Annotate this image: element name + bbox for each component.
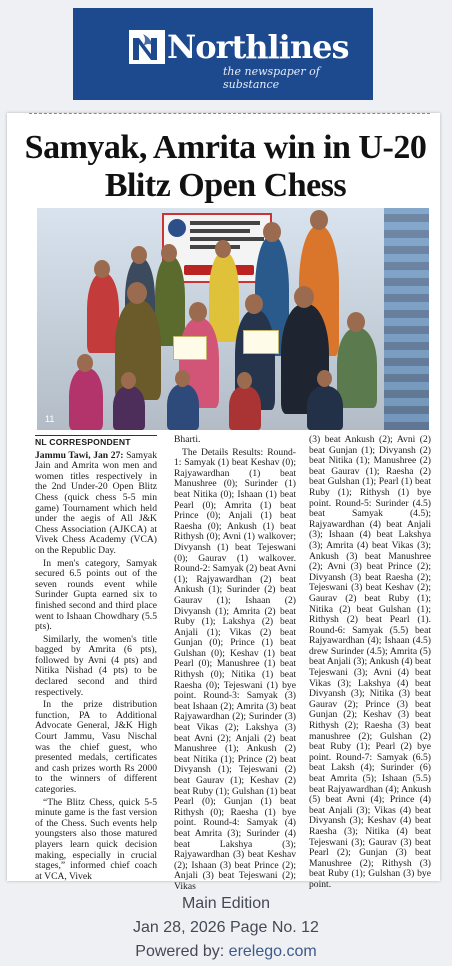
article-photo xyxy=(37,208,429,430)
northlines-emblem-icon xyxy=(129,30,165,64)
paragraph: Jammu Tawi, Jan 27: Samyak Jain and Amrita won men and women titles respectively in the 2nd Under-20 Open Blitz Chess (quick chess 5-5 min game) Tournament which held under the aegis of All J&K Chess Association (AJKCA) at Vivek Chess Academy (VCA) on the Republic Day. xyxy=(35,449,157,556)
powered-by-label: Powered by: xyxy=(135,943,229,960)
paragraph: “The Blitz Chess, quick 5-5 minute game is the fast version of the Chess. Such events help youngsters also those matured players learn quick decision making, especially in crucial stages,” informed chief coach at VCA, Vivek xyxy=(35,796,157,882)
paragraph: Bharti. xyxy=(174,434,201,445)
brand-tagline: the newspaper of substance xyxy=(223,65,320,91)
clipping-top-rule xyxy=(29,113,430,114)
date-page-label: Jan 28, 2026 Page No. 12 xyxy=(133,919,319,936)
powered-by xyxy=(0,941,452,963)
byline: NL CORRESPONDENT xyxy=(35,435,157,448)
photo-number: 11 xyxy=(45,414,55,424)
article-column-1 xyxy=(35,435,157,884)
paragraph: Similarly, the women's title bagged by Amrita (6 pts), followed by Avni (4 pts) and Nitika Nishad (4 pts) to be declared second and third respectively. xyxy=(35,633,157,698)
dateline: Jammu Tawi, Jan 27: xyxy=(35,449,124,461)
article-column-3 xyxy=(309,435,431,893)
news-clipping xyxy=(7,113,440,892)
erelego-link[interactable]: erelego.com xyxy=(228,943,317,960)
paragraph: (3) beat Ankush (2); Avni (2) beat Gunjan (1); Divyansh (2) beat Nitika (1); Manushree (2) beat Gaurav (1); Raesha (2) beat Gulshan (1); Pearl (1) beat Ruby (1); Rithysh (1) bye point. Round-5: Surinder (4.5) beat Samyak (4.5); Rajyawardhan (4) beat Anjali (3); Ishaan (4) beat Lakshya (3); Amrita (4) beat Vikas (3); Ankush (3) beat Manushree (2); Avni (3) beat Prince (2); Divyansh (3) beat Raesha (2); Tejeswani (3) beat Keshav (2); Gaurav (2) beat Ruby (1); Nitika (2) beat Gulshan (1); Rithysh (2) beat Pearl (1). Round-6: Samyak (5.5) beat Rajyawardhan (4); Ishaan (4.5) drew Surinder (4.5); Amrita (5) beat Anjali (3); Ankush (4) beat Tejeswani (3); Avni (4) beat Vikas (3); Lakshya (4) beat Divyansh (3); Nitika (3) beat Gaurav (2); Prince (3) beat Gunjan (2); Keshav (3) beat Rithysh (2); Raesha (3) beat manushree (2); Gulshan (2) beat Ruby (1); Pearl (2) bye point. Round-7: Samyak (6.5) beat Laksh (4); Surinder (6) beat Amrita (5); Ishaan (5.5) beat Rajyawardhan (4); Ankush (5) beat Avni (4); Prince (4) beat Anjali (3); Vikas (4) beat Divyansh (3); Keshav (4) beat Raesha (3); Nitika (4) beat Tejeswani (3); Gaurav (3) beat Pearl (2); Gunjan (3) beat Manushree (2); Rithysh (3) beat Ruby (1); Gulshan (3) bye point. xyxy=(309,434,431,890)
brand-name: Northlines xyxy=(167,28,349,66)
article-headline: Samyak, Amrita win in U-20 Blitz Open Chess xyxy=(24,129,427,204)
paragraph: The Details Results: Round-1: Samyak (1) beat Keshav (0); Rajyawardhan (1) beat Manushree (0); Surinder (1) beat Nitika (0); Ishaan (1) beat Pearl (0); Amrita (1) beat Prince (0); Anjali (1) beat Raesha (0); Ankush (1) beat Rithysh (0); Avni (1) walkover; Divyansh (1) beat Tejeswani (0); Gaurav (1) walkover. Round-2: Samyak (2) beat Avni (1); Rajyawardhan (2) beat Ankush (1); Surinder (2) beat Gaurav (1); Ishaan (2) Divyansh (1); Amrita (2) beat Ruby (1); Lakshya (2) beat Anjali (1); Vikas (2) beat Gunjan (0); Prince (1) beat Gulshan (0); Keshav (1) beat Pearl (0); Manushree (1) beat Rithysh (0); Nitika (1) beat Raesha (0); Tejeswani (1) bye point. Round-3: Samyak (3) beat Ishaan (2); Amrita (3) beat Rajyawardhan (2); Surinder (3) beat Vikas (2); Lakshya (3) beat Avni (2); Anjali (2) beat Manushree (1); Ankush (2) beat Nitika (1); Prince (2) beat Divyansh (1); Tejeswani (2) beat Gaurav (1); Keshav (2) beat Ruby (1); Gulshan (1) beat Pearl (0); Gunjan (1) beat Rithysh (0); Raesha (1) bye point. Round-4: Samyak (4) beat Amrita (3); Surinder (4) beat Lakshya (3); Rajyawardhan (3) beat Keshav (2); Ishaan (3) beat Prince (2); Anjali (3) beat Tejeswani (2); Vikas xyxy=(174,446,296,892)
masthead-logo[interactable] xyxy=(73,8,373,100)
paragraph: In the prize distribution function, PA to Additional Advocate General, J&K High Court Jammu, Vasu Nischal was the chief guest, who presented medals, certificates and cash prizes worth Rs 2000 to the winners of different categories. xyxy=(35,699,157,795)
edition-label: Main Edition xyxy=(181,895,271,912)
article-column-2 xyxy=(174,435,296,895)
paragraph: In men's category, Samyak secured 6.5 points out of the seven rounds event while Surinder Gupta earned six to finished second and third place went to Ishaan Chowdhary (5.5 pts). xyxy=(35,557,157,633)
